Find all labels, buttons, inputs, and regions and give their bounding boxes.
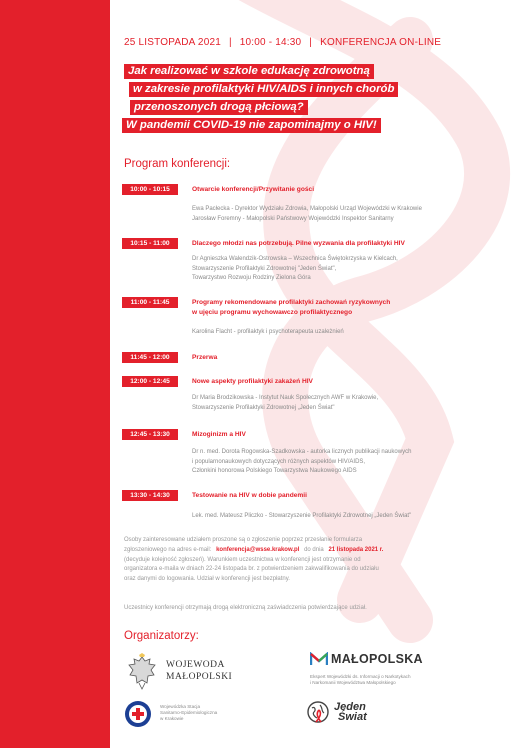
time-slot: 12:45 - 13:30 <box>122 429 178 440</box>
malopolska-subtitle: Ekspert Wojewódzki ds. Informacji o Narkotykach i Narkomanii Województwa Małopolskiego <box>310 674 411 685</box>
time-slot: 13:30 - 14:30 <box>122 490 178 501</box>
organizers-heading: Organizatorzy: <box>124 630 199 642</box>
certificate-info: Uczestnicy konferencji otrzymają drogą elektroniczną zaświadczenia potwierdzające udział. <box>124 605 367 611</box>
malopolska-m-icon <box>310 652 328 666</box>
wojewoda-title: WOJEWODA <box>166 660 225 670</box>
title-line: W pandemii COVID-19 nie zapominajmy o HIV! <box>122 118 381 133</box>
wojewoda-region: MAŁOPOLSKI <box>166 672 233 682</box>
session-speakers: Lek. med. Mateusz Pliczko - Stowarzyszenie Profilaktyki Zdrowotnej „Jeden Świat" <box>192 513 412 519</box>
title-line: Jak realizować w szkole edukację zdrowotną <box>124 64 374 79</box>
sanitary-station-emblem-icon <box>124 700 152 728</box>
session-topic: Testowanie na HIV w dobie pandemii <box>192 492 307 499</box>
event-date: 25 LISTOPADA 2021 <box>124 37 221 48</box>
session-speakers: Karolina Flacht - profilaktyk i psychoterapeuta uzależnień <box>192 329 344 335</box>
session-speakers: Ewa Pacłecka - Dyrektor Wydziału Zdrowia, Małopolski Urząd Wojewódzki w Krakowie Jarosław Foremny - Małopolski Państwowy Wojewódzki Inspektor Sanitarny <box>192 206 422 222</box>
title-line: w zakresie profilaktyki HIV/AIDS i innych chorób <box>129 82 398 97</box>
session-topic: Nowe aspekty profilaktyki zakażeń HIV <box>192 378 313 385</box>
event-header: 25 LISTOPADA 2021 | 10:00 - 14:30 | KONFERENCJA ON-LINE <box>124 37 442 48</box>
globe-ribbon-icon <box>306 700 330 724</box>
red-side-bar <box>0 0 110 748</box>
session-speakers: Dr Maria Brodzikowska - Instytut Nauk Społecznych AWF w Krakowie, Stowarzyszenie Profilaktyki Zdrowotnej „Jeden Świat" <box>192 395 379 411</box>
session-topic: Dlaczego młodzi nas potrzebują. Pilne wyzwania dla profilaktyki HIV <box>192 240 405 247</box>
registration-info: Osoby zainteresowane udziałem proszone są o zgłoszenie poprzez przesłanie formularza zgłoszeniowego na adres e-mail: konferencja@wsse.krakow.pl do dnia 21 listopada 2021 r. (decyduje kolejność zgłoszeń). Warunkiem uczestnictwa w konferencji jest otrzymanie od organizatora e-maila w dniach 22-24 listopada br. z potwierdzeniem zakwalifikowania do udziału oraz danymi do logowania. Udział w konferencji jest bezpłatny. <box>124 537 384 583</box>
time-slot: 10:00 - 10:15 <box>122 184 178 195</box>
page-content <box>110 0 523 748</box>
jeden-swiat-name: Jeden Świat <box>334 701 367 723</box>
registration-deadline: 21 listopada 2021 r. <box>328 546 384 553</box>
malopolska-name: MAŁOPOLSKA <box>331 652 423 666</box>
time-slot: 10:15 - 11:00 <box>122 238 178 249</box>
wsse-name: Wojewódzka Stacja Sanitarno-Epidemiologiczna w Krakowie <box>160 704 218 721</box>
session-topic: Otwarcie konferencji/Przywitanie gości <box>192 186 315 193</box>
time-slot: 11:00 - 11:45 <box>122 297 178 308</box>
polish-eagle-emblem-icon <box>126 653 158 691</box>
session-topic: Mizoginizm a HIV <box>192 431 246 438</box>
program-heading: Program konferencji: <box>124 158 231 170</box>
registration-email-link[interactable]: konferencja@wsse.krakow.pl <box>216 546 300 553</box>
time-slot: 11:45 - 12:00 <box>122 352 178 363</box>
session-topic: Przerwa <box>192 354 218 361</box>
title-line: przenoszonych drogą płciową? <box>130 100 308 115</box>
time-slot: 12:00 - 12:45 <box>122 376 178 387</box>
event-time: 10:00 - 14:30 <box>239 37 302 48</box>
session-speakers: Dr n. med. Dorota Rogowska-Szadkowska - autorka licznych publikacji naukowych i popularnonaukowych dotyczących różnych aspektów HIV/AIDS, Członkini honorowa Polskiego Towarzystwa Naukowego AIDS <box>192 449 412 475</box>
conference-title <box>120 64 520 136</box>
event-type: KONFERENCJA ON-LINE <box>320 37 442 48</box>
session-topic: Programy rekomendowane profilaktyki zachowań ryzykownych w ujęciu programu wychowawczo profilaktycznego <box>192 299 391 316</box>
session-speakers: Dr Agnieszka Walendzik-Ostrowska – Wszechnica Świętokrzyska w Kielcach, Stowarzyszenie Profilaktyki Zdrowotnej "Jeden Świat", Towarzystwo Rozwoju Rodziny Zielona Góra <box>192 256 398 282</box>
